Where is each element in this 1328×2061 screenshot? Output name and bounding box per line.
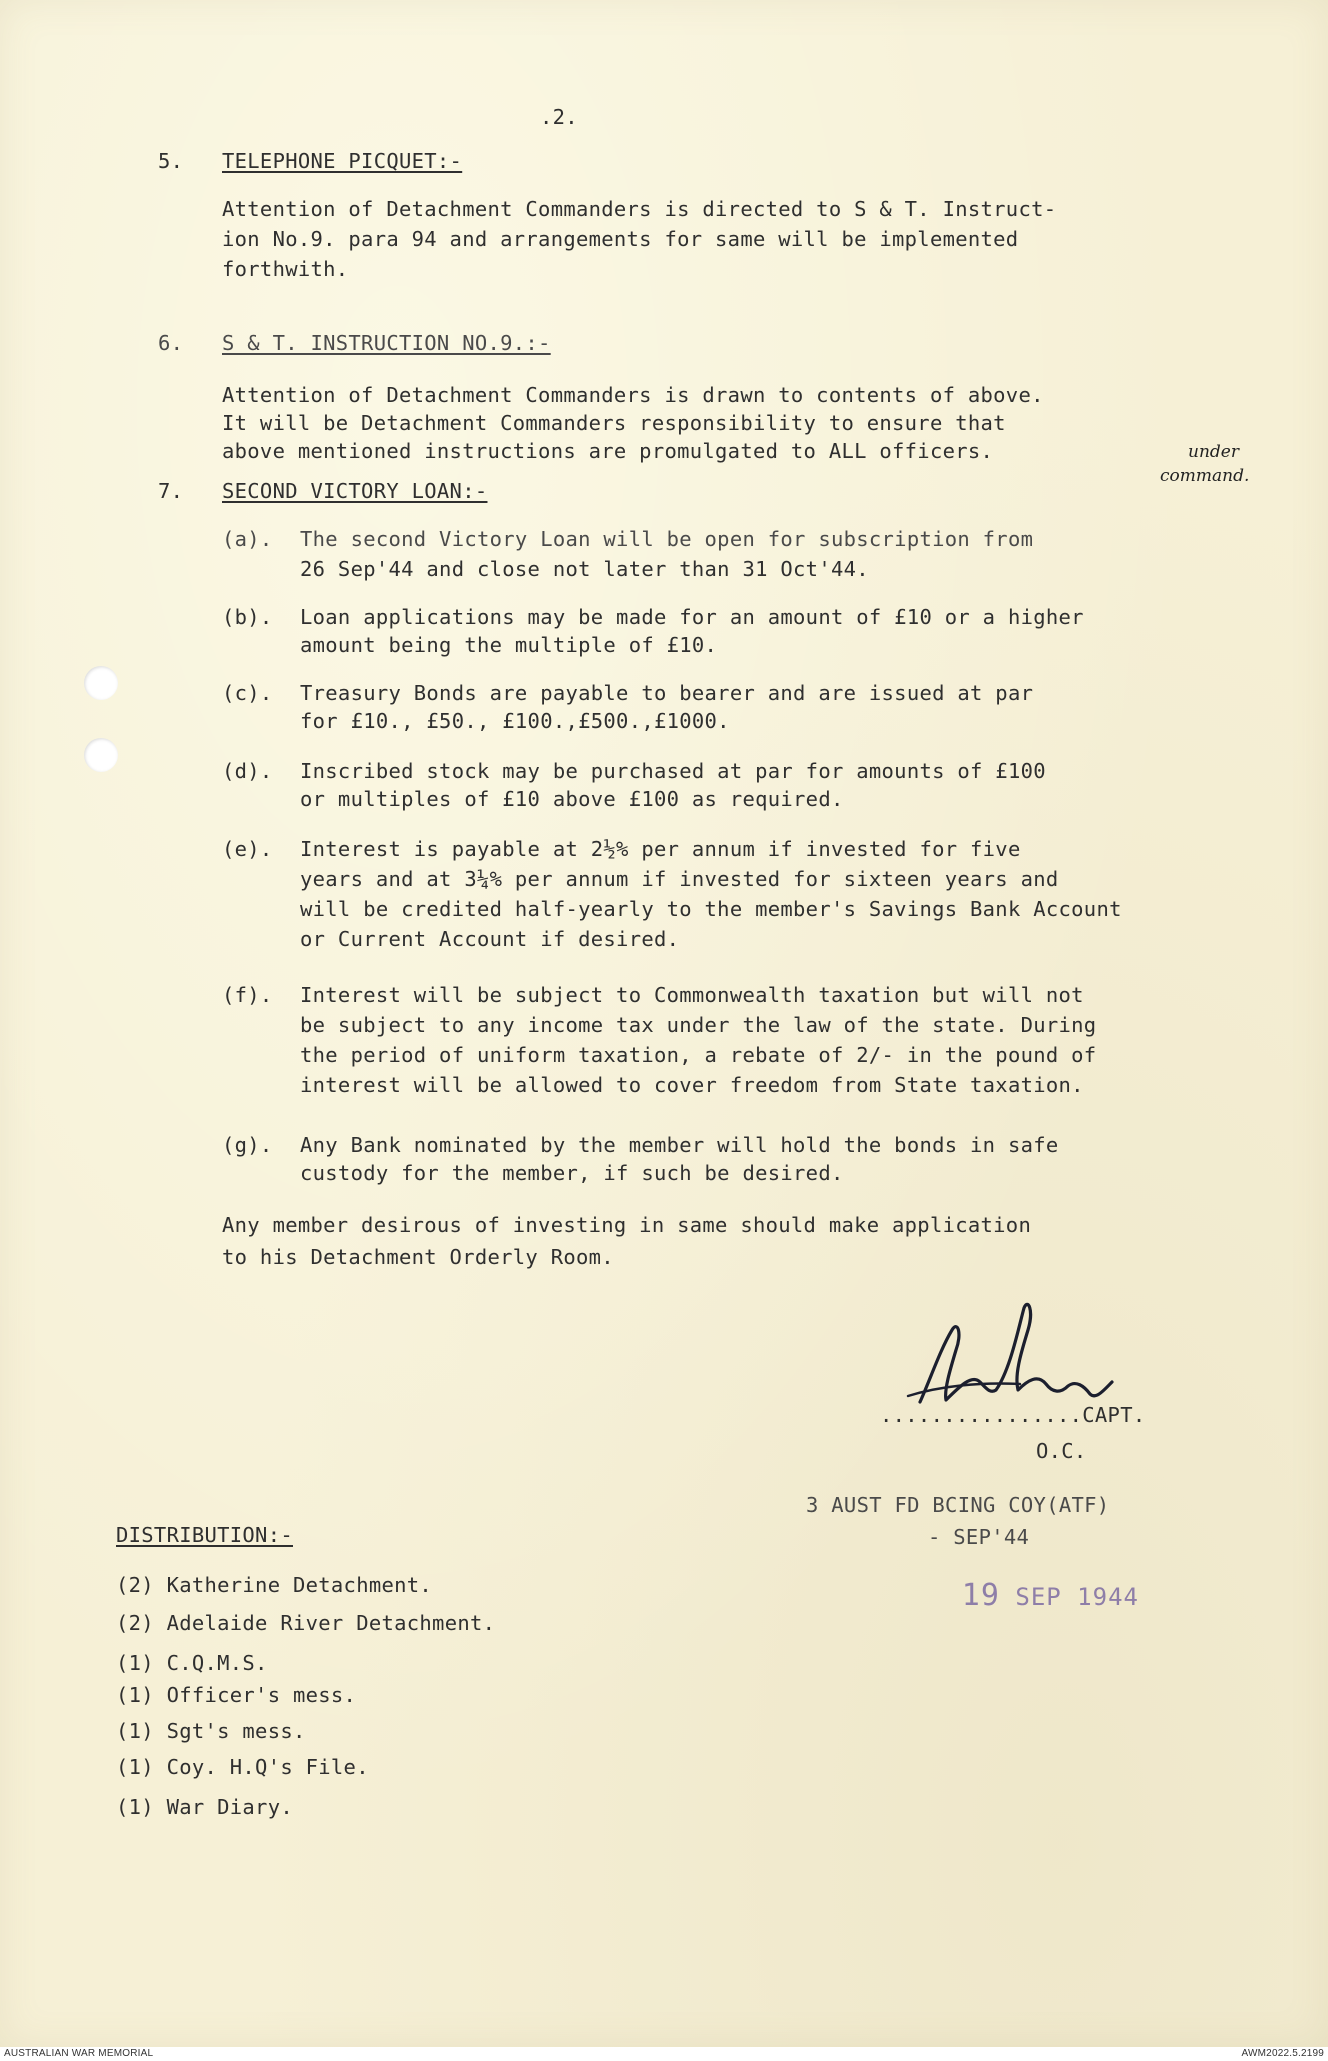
item-line: custody for the member, if such be desired.	[300, 1161, 844, 1185]
body-line: Attention of Detachment Commanders is drawn to contents of above.	[222, 383, 1044, 407]
handwritten-note: command.	[1160, 466, 1250, 486]
signature-line: ................CAPT.	[880, 1403, 1146, 1427]
item-line: the period of uniform taxation, a rebate of 2/- in the pound of	[300, 1043, 1097, 1067]
distribution-item: (1) Sgt's mess.	[116, 1719, 306, 1743]
item-line: Inscribed stock may be purchased at par for amounts of £100	[300, 759, 1046, 783]
item-label: (a).	[222, 527, 273, 551]
footer-bar	[0, 2047, 1328, 2061]
body-line: ion No.9. para 94 and arrangements for same will be implemented	[222, 227, 1019, 251]
item-line: for £10., £50., £100.,£500.,£1000.	[300, 709, 730, 733]
closing-line: to his Detachment Orderly Room.	[222, 1245, 614, 1269]
date-stamp-day: 19	[961, 1578, 1000, 1613]
section-number: 5.	[158, 149, 184, 173]
distribution-item: (1) Officer's mess.	[116, 1683, 357, 1707]
item-label: (f).	[222, 983, 273, 1007]
date-stamp	[900, 1550, 1139, 1641]
item-line: amount being the multiple of £10.	[300, 633, 718, 657]
item-line: will be credited half-yearly to the member's Savings Bank Account	[300, 897, 1122, 921]
item-label: (d).	[222, 759, 273, 783]
body-line: above mentioned instructions are promulgated to ALL officers.	[222, 439, 994, 463]
body-line: Attention of Detachment Commanders is directed to S & T. Instruct-	[222, 197, 1057, 221]
distribution-heading: DISTRIBUTION:-	[116, 1523, 293, 1547]
section-heading: SECOND VICTORY LOAN:-	[222, 479, 488, 503]
item-line: years and at 3¼% per annum if invested for sixteen years and	[300, 867, 1059, 891]
item-line: Any Bank nominated by the member will hold the bonds in safe	[300, 1133, 1059, 1157]
section-number: 6.	[158, 331, 184, 355]
item-line: Interest is payable at 2½% per annum if invested for five	[300, 837, 1021, 861]
body-line: forthwith.	[222, 257, 349, 281]
binder-hole-top	[84, 666, 118, 700]
item-line: Loan applications may be made for an amount of £10 or a higher	[300, 605, 1084, 629]
closing-line: Any member desirous of investing in same should make application	[222, 1213, 1032, 1237]
typed-date: - SEP'44	[928, 1525, 1030, 1549]
footer-institution: AUSTRALIAN WAR MEMORIAL	[4, 2048, 154, 2059]
item-label: (c).	[222, 681, 273, 705]
item-line: Treasury Bonds are payable to bearer and are issued at par	[300, 681, 1034, 705]
item-line: interest will be allowed to cover freedom from State taxation.	[300, 1073, 1084, 1097]
item-line: The second Victory Loan will be open for subscription from	[300, 527, 1034, 551]
unit-name: 3 AUST FD BCING COY(ATF)	[806, 1493, 1110, 1517]
section-heading: TELEPHONE PICQUET:-	[222, 149, 463, 173]
item-line: 26 Sep'44 and close not later than 31 Oct'44.	[300, 557, 869, 581]
page-number: .2.	[540, 105, 578, 129]
item-line: or multiples of £10 above £100 as required.	[300, 787, 844, 811]
body-line: It will be Detachment Commanders responsibility to ensure that	[222, 411, 1006, 435]
signature-title: O.C.	[1036, 1439, 1087, 1463]
distribution-item: (1) Coy. H.Q's File.	[116, 1755, 369, 1779]
item-line: be subject to any income tax under the law of the state. During	[300, 1013, 1097, 1037]
binder-hole-bottom	[84, 738, 118, 772]
distribution-item: (1) War Diary.	[116, 1795, 293, 1819]
footer-accession-number: AWM2022.5.2199	[1241, 2048, 1324, 2059]
date-stamp-month-year: SEP 1944	[1015, 1583, 1139, 1611]
distribution-item: (2) Adelaide River Detachment.	[116, 1611, 496, 1635]
section-heading: S & T. INSTRUCTION NO.9.:-	[222, 331, 551, 355]
item-line: Interest will be subject to Commonwealth taxation but will not	[300, 983, 1084, 1007]
distribution-item: (1) C.Q.M.S.	[116, 1651, 268, 1675]
item-line: or Current Account if desired.	[300, 927, 680, 951]
item-label: (e).	[222, 837, 273, 861]
item-label: (b).	[222, 605, 273, 629]
item-label: (g).	[222, 1133, 273, 1157]
distribution-item: (2) Katherine Detachment.	[116, 1573, 433, 1597]
handwritten-note: under	[1188, 442, 1239, 462]
section-number: 7.	[158, 479, 184, 503]
